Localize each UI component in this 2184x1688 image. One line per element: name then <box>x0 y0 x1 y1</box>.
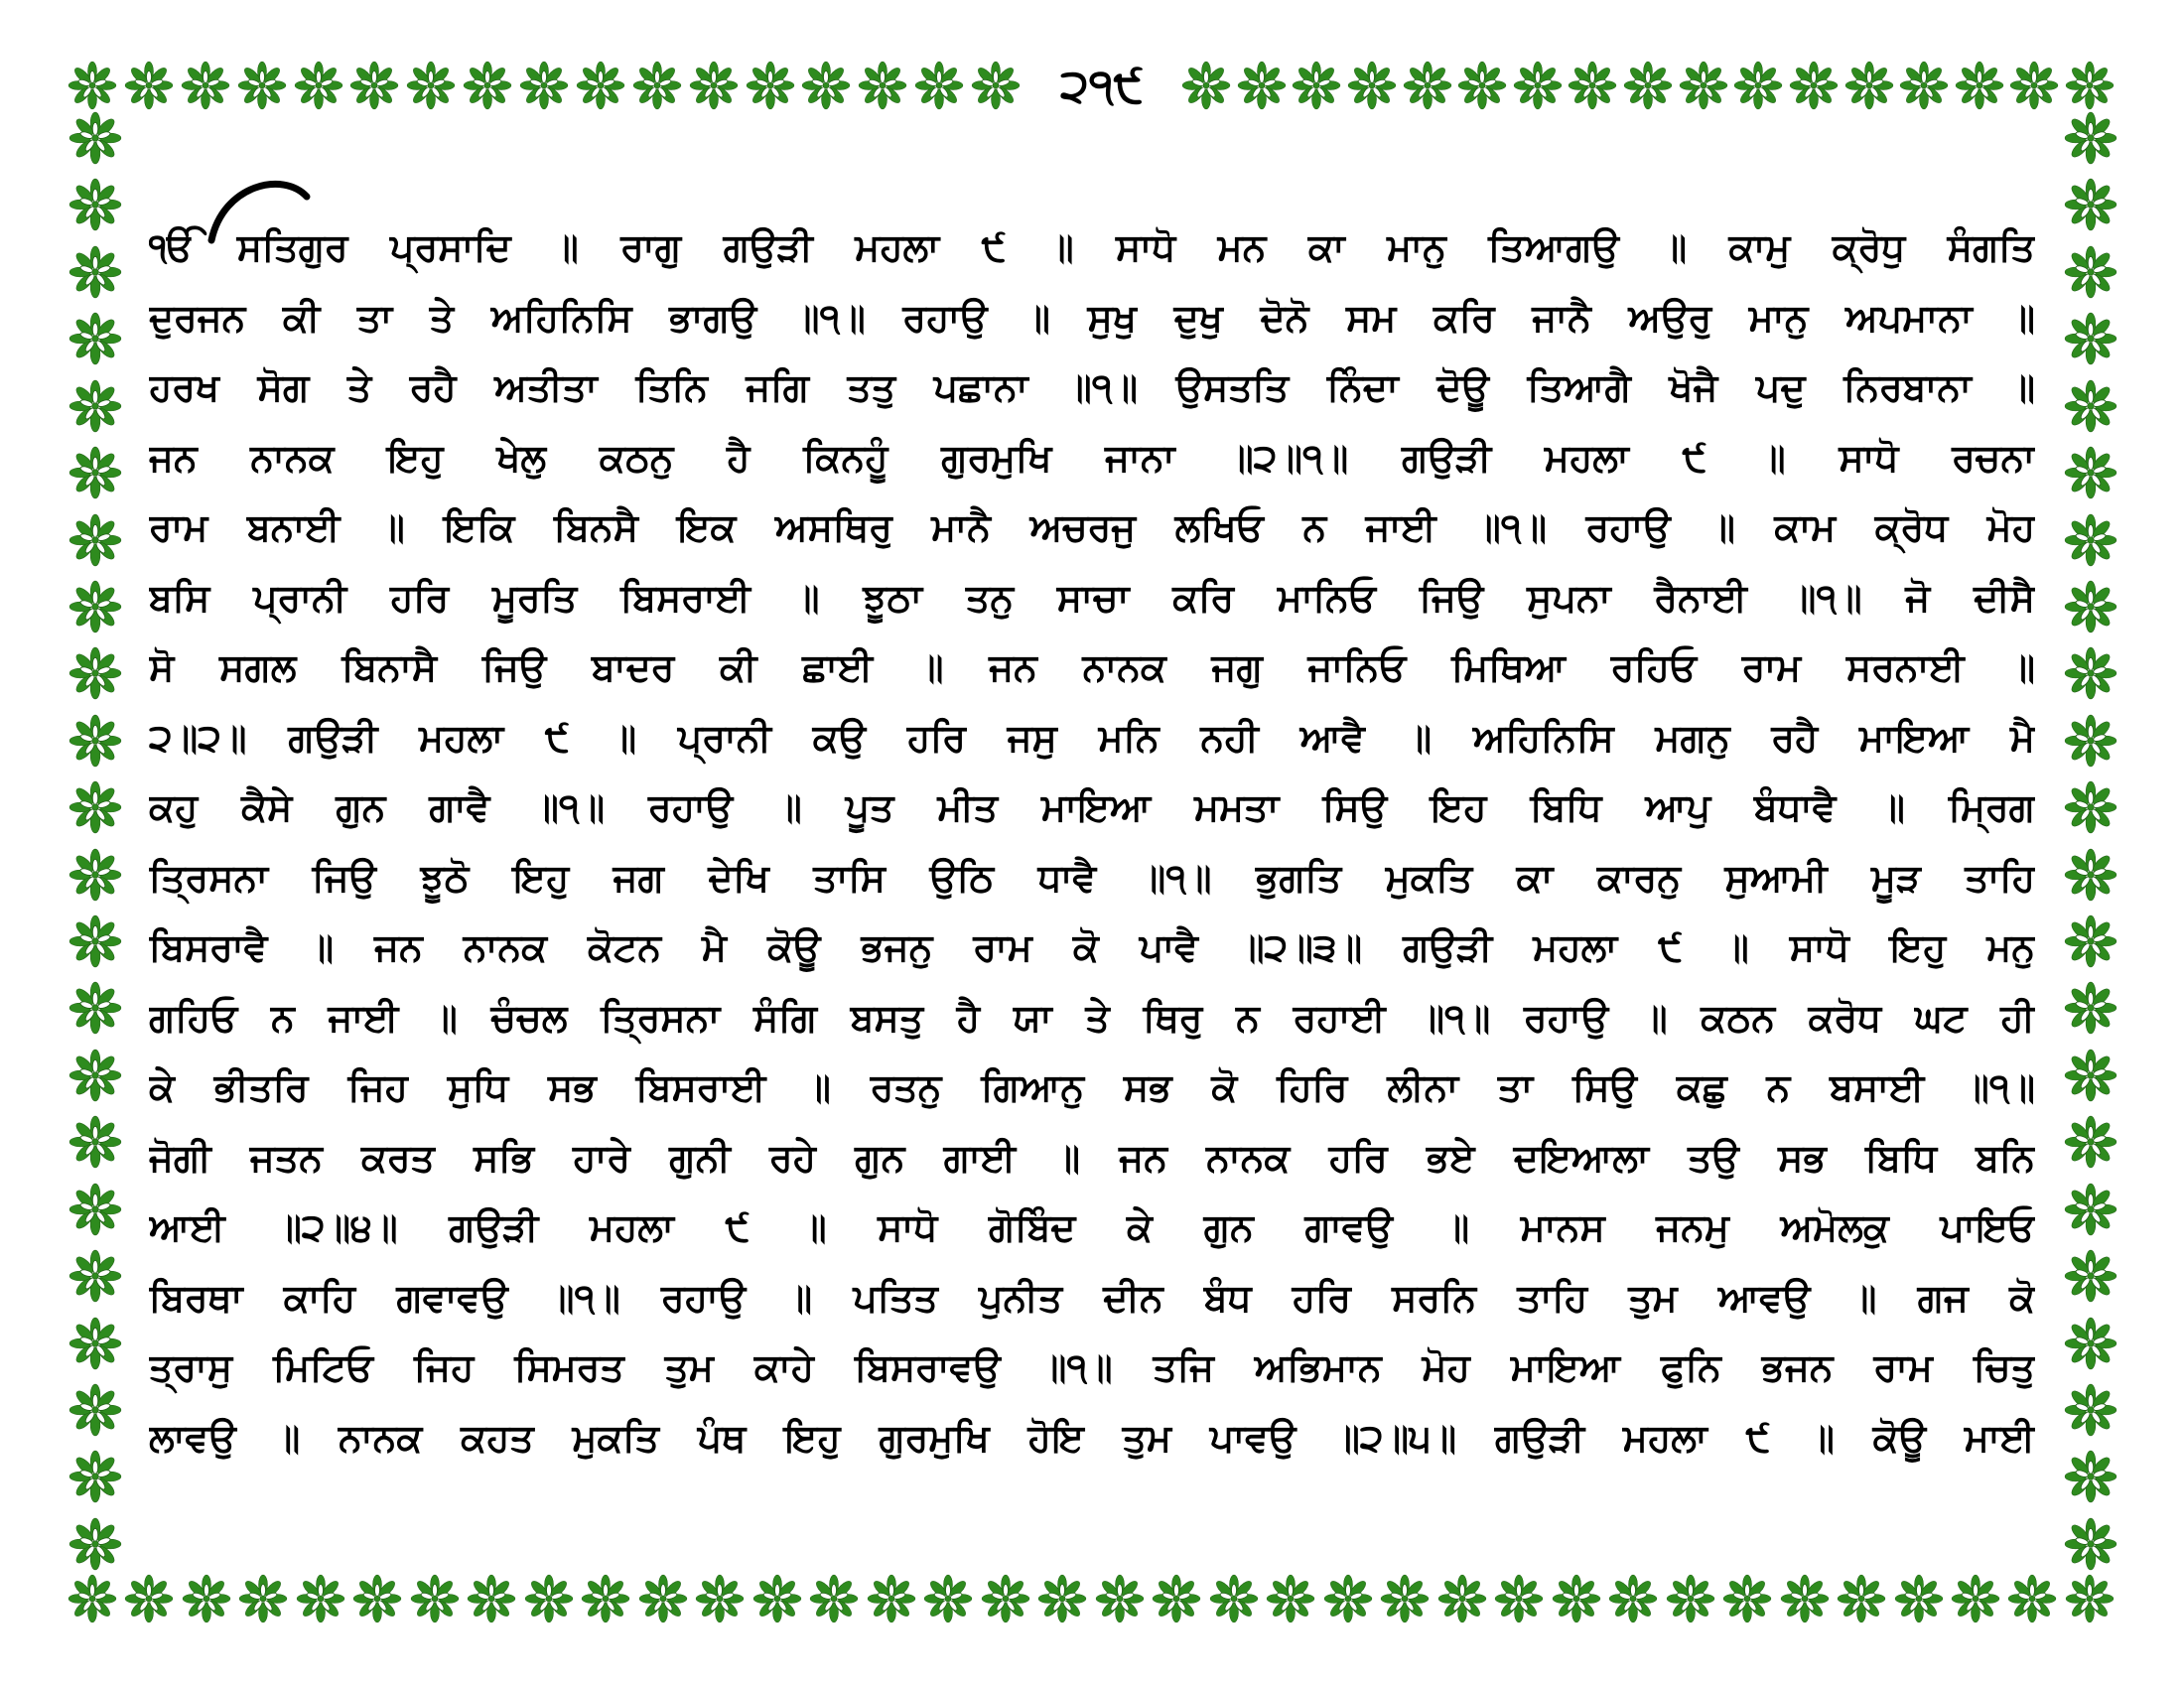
floral-ornament-icon <box>801 61 851 110</box>
floral-ornament-icon <box>2064 379 2117 433</box>
floral-ornament-icon <box>182 1574 231 1623</box>
floral-ornament-icon <box>410 1574 460 1623</box>
floral-ornament-icon <box>2064 914 2117 968</box>
floral-ornament-icon <box>124 61 174 110</box>
floral-ornament-icon <box>68 178 122 231</box>
border-top-right <box>1181 56 2115 115</box>
floral-ornament-icon <box>1181 61 1231 110</box>
floral-ornament-icon <box>1457 61 1507 110</box>
floral-ornament-icon <box>1380 1574 1430 1623</box>
floral-ornament-icon <box>68 513 122 567</box>
floral-ornament-icon <box>1437 1574 1487 1623</box>
floral-ornament-icon <box>1894 1574 1944 1623</box>
floral-ornament-icon <box>1780 1574 1830 1623</box>
text-line: ਤ੍ਰਾਸੁ ਮਿਟਿਓ ਜਿਹ ਸਿਮਰਤ ਤੁਮ ਕਾਹੇ ਬਿਸਰਾਵਉ ॥੧॥ ਤਜਿ ਅਭਿਮਾਨ ਮੋਹ ਮਾਇਆ ਫੁਨਿ ਭਜਨ ਰਾਮ ਚਿਤੁ <box>149 1345 2035 1389</box>
floral-ornament-icon <box>2064 714 2117 768</box>
text-line: ਜੋਗੀ ਜਤਨ ਕਰਤ ਸਭਿ ਹਾਰੇ ਗੁਨੀ ਰਹੇ ਗੁਨ ਗਾਈ ॥ ਜਨ ਨਾਨਕ ਹਰਿ ਭਏ ਦਇਆਲਾ ਤਉ ਸਭ ਬਿਧਿ ਬਨਿ <box>149 1135 2035 1180</box>
floral-ornament-icon <box>294 61 343 110</box>
floral-ornament-icon <box>406 61 456 110</box>
text-line: ਦੁਰਜਨ ਕੀ ਤਾ ਤੇ ਅਹਿਨਿਸਿ ਭਾਗਉ ॥੧॥ ਰਹਾਉ ॥ ਸੁਖੁ ਦੁਖੁ ਦੋਨੋ ਸਮ ਕਰਿ ਜਾਨੈ ਅਉਰੁ ਮਾਨੁ ਅਪਮਾਨਾ ॥ <box>149 295 2035 340</box>
floral-ornament-icon <box>68 1450 122 1503</box>
text-line: ਜਨ ਨਾਨਕ ਇਹੁ ਖੇਲੁ ਕਠਨੁ ਹੈ ਕਿਨਹੂੰ ਗੁਰਮੁਖਿ ਜਾਨਾ ॥੨॥੧॥ ਗਉੜੀ ਮਹਲਾ ੯ ॥ ਸਾਧੋ ਰਚਨਾ <box>149 435 2035 480</box>
floral-ornament-icon <box>1837 1574 1886 1623</box>
floral-ornament-icon <box>68 1249 122 1303</box>
floral-ornament-icon <box>68 1517 122 1571</box>
floral-ornament-icon <box>2064 1517 2117 1571</box>
floral-ornament-icon <box>2065 1574 2115 1623</box>
floral-ornament-icon <box>1552 1574 1601 1623</box>
page-number: ੨੧੯ <box>1060 59 1144 112</box>
floral-ornament-icon <box>68 981 122 1035</box>
floral-ornament-icon <box>1209 1574 1259 1623</box>
floral-ornament-icon <box>68 1317 122 1370</box>
text-line: ਸੋ ਸਗਲ ਬਿਨਾਸੈ ਜਿਉ ਬਾਦਰ ਕੀ ਛਾਈ ॥ ਜਨ ਨਾਨਕ ਜਗੁ ਜਾਨਿਓ ਮਿਥਿਆ ਰਹਿਓ ਰਾਮ ਸਰਨਾਈ ॥ <box>149 645 2035 689</box>
floral-ornament-icon <box>2064 780 2117 834</box>
gurbani-text-block <box>149 214 2035 1545</box>
floral-ornament-icon <box>2064 848 2117 902</box>
floral-ornament-icon <box>296 1574 345 1623</box>
floral-ornament-icon <box>809 1574 859 1623</box>
floral-ornament-icon <box>68 61 117 110</box>
floral-ornament-icon <box>467 1574 516 1623</box>
floral-ornament-icon <box>2064 646 2117 700</box>
floral-ornament-icon <box>1955 61 2004 110</box>
text-line: ਕਹੁ ਕੈਸੇ ਗੁਨ ਗਾਵੈ ॥੧॥ ਰਹਾਉ ॥ ਪੂਤ ਮੀਤ ਮਾਇਆ ਮਮਤਾ ਸਿਉ ਇਹ ਬਿਧਿ ਆਪੁ ਬੰਧਾਵੈ ॥ ਮ੍ਰਿਗ <box>149 785 2035 829</box>
floral-ornament-icon <box>68 646 122 700</box>
floral-ornament-icon <box>519 61 569 110</box>
floral-ornament-icon <box>752 1574 802 1623</box>
floral-ornament-icon <box>2064 1049 2117 1102</box>
floral-ornament-icon <box>238 1574 288 1623</box>
floral-ornament-icon <box>1494 1574 1544 1623</box>
floral-ornament-icon <box>1722 1574 1772 1623</box>
floral-ornament-icon <box>2064 178 2117 231</box>
floral-ornament-icon <box>2064 580 2117 633</box>
text-line: ਰਾਮ ਬਨਾਈ ॥ ਇਕਿ ਬਿਨਸੈ ਇਕ ਅਸਥਿਰੁ ਮਾਨੈ ਅਚਰਜੁ ਲਖਿਓ ਨ ਜਾਈ ॥੧॥ ਰਹਾਉ ॥ ਕਾਮ ਕ੍ਰੋਧ ਮੋਹ <box>149 505 2035 549</box>
text-line: ਲਾਵਉ ॥ ਨਾਨਕ ਕਹਤ ਮੁਕਤਿ ਪੰਥ ਇਹੁ ਗੁਰਮੁਖਿ ਹੋਇ ਤੁਮ ਪਾਵਉ ॥੨॥੫॥ ਗਉੜੀ ਮਹਲਾ ੯ ॥ ਕੋਊ ਮਾਈ <box>149 1415 2035 1460</box>
floral-ornament-icon <box>2064 1450 2117 1503</box>
floral-ornament-icon <box>867 1574 916 1623</box>
floral-ornament-icon <box>237 61 287 110</box>
floral-ornament-icon <box>2065 61 2115 110</box>
floral-ornament-icon <box>2064 111 2117 165</box>
floral-ornament-icon <box>68 1049 122 1102</box>
floral-ornament-icon <box>463 61 512 110</box>
floral-ornament-icon <box>68 1383 122 1437</box>
floral-ornament-icon <box>68 1115 122 1169</box>
floral-ornament-icon <box>1037 1574 1087 1623</box>
floral-ornament-icon <box>68 245 122 299</box>
floral-ornament-icon <box>2064 1249 2117 1303</box>
floral-ornament-icon <box>2064 1183 2117 1236</box>
text-line: ਬਸਿ ਪ੍ਰਾਨੀ ਹਰਿ ਮੂਰਤਿ ਬਿਸਰਾਈ ॥ ਝੂਠਾ ਤਨੁ ਸਾਚਾ ਕਰਿ ਮਾਨਿਓ ਜਿਉ ਸੁਪਨਾ ਰੈਨਾਈ ॥੧॥ ਜੋ ਦੀਸੈ <box>149 575 2035 620</box>
floral-ornament-icon <box>352 1574 402 1623</box>
floral-ornament-icon <box>695 1574 745 1623</box>
floral-ornament-icon <box>1844 61 1894 110</box>
floral-ornament-icon <box>2064 312 2117 365</box>
floral-ornament-icon <box>2064 446 2117 499</box>
text-line: ਤ੍ਰਿਸਨਾ ਜਿਉ ਝੂਠੋ ਇਹੁ ਜਗ ਦੇਖਿ ਤਾਸਿ ਉਠਿ ਧਾਵੈ ॥੧॥ ਭੁਗਤਿ ਮੁਕਤਿ ਕਾ ਕਾਰਨੁ ਸੁਆਮੀ ਮੂੜ ਤਾਹਿ <box>149 855 2035 900</box>
floral-ornament-icon <box>1733 61 1783 110</box>
border-top-left <box>68 56 1021 115</box>
text-line: ਕੇ ਭੀਤਰਿ ਜਿਹ ਸੁਧਿ ਸਭ ਬਿਸਰਾਈ ॥ ਰਤਨੁ ਗਿਆਨੁ ਸਭ ਕੋ ਹਿਰਿ ਲੀਨਾ ਤਾ ਸਿਉ ਕਛੁ ਨ ਬਸਾਈ ॥੧॥ <box>149 1065 2035 1109</box>
floral-ornament-icon <box>1513 61 1563 110</box>
floral-ornament-icon <box>689 61 739 110</box>
floral-ornament-icon <box>68 111 122 165</box>
floral-ornament-icon <box>2064 981 2117 1035</box>
floral-ornament-icon <box>1789 61 1839 110</box>
floral-ornament-icon <box>68 780 122 834</box>
floral-ornament-icon <box>581 1574 630 1623</box>
floral-ornament-icon <box>1152 1574 1201 1623</box>
floral-ornament-icon <box>858 61 907 110</box>
floral-ornament-icon <box>2064 1383 2117 1437</box>
text-line: ਗਹਿਓ ਨ ਜਾਈ ॥ ਚੰਚਲ ਤ੍ਰਿਸਨਾ ਸੰਗਿ ਬਸਤੁ ਹੈ ਯਾ ਤੇ ਥਿਰੁ ਨ ਰਹਾਈ ॥੧॥ ਰਹਾਉ ॥ ਕਠਨ ਕਰੋਧ ਘਟ ਹੀ <box>149 995 2035 1040</box>
floral-ornament-icon <box>68 914 122 968</box>
floral-ornament-icon <box>1568 61 1617 110</box>
floral-ornament-icon <box>638 1574 688 1623</box>
floral-ornament-icon <box>68 580 122 633</box>
floral-ornament-icon <box>1899 61 1949 110</box>
floral-ornament-icon <box>1266 1574 1315 1623</box>
floral-ornament-icon <box>2064 513 2117 567</box>
floral-ornament-icon <box>124 1574 174 1623</box>
floral-ornament-icon <box>2007 1574 2057 1623</box>
floral-ornament-icon <box>1679 61 1728 110</box>
floral-ornament-icon <box>1347 61 1397 110</box>
floral-ornament-icon <box>68 379 122 433</box>
floral-ornament-icon <box>524 1574 574 1623</box>
floral-ornament-icon <box>923 1574 973 1623</box>
text-line: ਬਿਸਰਾਵੈ ॥ ਜਨ ਨਾਨਕ ਕੋਟਨ ਮੈ ਕੋਊ ਭਜਨੁ ਰਾਮ ਕੋ ਪਾਵੈ ॥੨॥੩॥ ਗਉੜੀ ਮਹਲਾ ੯ ॥ ਸਾਧੋ ਇਹੁ ਮਨੁ <box>149 925 2035 969</box>
floral-ornament-icon <box>68 446 122 499</box>
floral-ornament-icon <box>746 61 795 110</box>
floral-ornament-icon <box>1403 61 1452 110</box>
floral-ornament-icon <box>1666 1574 1715 1623</box>
floral-ornament-icon <box>1323 1574 1373 1623</box>
floral-ornament-icon <box>349 61 399 110</box>
floral-ornament-icon <box>971 61 1021 110</box>
floral-ornament-icon <box>1608 1574 1658 1623</box>
floral-ornament-icon <box>2064 245 2117 299</box>
floral-ornament-icon <box>2064 1115 2117 1169</box>
floral-ornament-icon <box>914 61 964 110</box>
floral-ornament-icon <box>68 1183 122 1236</box>
text-line: ਆਈ ॥੨॥੪॥ ਗਉੜੀ ਮਹਲਾ ੯ ॥ ਸਾਧੋ ਗੋਬਿੰਦ ਕੇ ਗੁਨ ਗਾਵਉ ॥ ਮਾਨਸ ਜਨਮੁ ਅਮੋਲਕੁ ਪਾਇਓ <box>149 1205 2035 1249</box>
floral-ornament-icon <box>68 312 122 365</box>
floral-ornament-icon <box>1951 1574 2000 1623</box>
text-line: ੨॥੨॥ ਗਉੜੀ ਮਹਲਾ ੯ ॥ ਪ੍ਰਾਨੀ ਕਉ ਹਰਿ ਜਸੁ ਮਨਿ ਨਹੀ ਆਵੈ ॥ ਅਹਿਨਿਸਿ ਮਗਨੁ ਰਹੈ ਮਾਇਆ ਮੈ <box>149 715 2035 760</box>
text-line: ਹਰਖ ਸੋਗ ਤੇ ਰਹੈ ਅਤੀਤਾ ਤਿਨਿ ਜਗਿ ਤਤੁ ਪਛਾਨਾ ॥੧॥ ਉਸਤਤਿ ਨਿੰਦਾ ਦੋਊ ਤਿਆਗੈ ਖੋਜੈ ਪਦੁ ਨਿਰਬਾਨਾ ॥ <box>149 365 2035 409</box>
floral-ornament-icon <box>1623 61 1673 110</box>
floral-ornament-icon <box>632 61 682 110</box>
floral-ornament-icon <box>1237 61 1287 110</box>
border-left <box>66 111 125 1571</box>
border-bottom <box>68 1569 2115 1628</box>
floral-ornament-icon <box>2064 1317 2117 1370</box>
text-line: ਬਿਰਥਾ ਕਾਹਿ ਗਵਾਵਉ ॥੧॥ ਰਹਾਉ ॥ ਪਤਿਤ ਪੁਨੀਤ ਦੀਨ ਬੰਧ ਹਰਿ ਸਰਨਿ ਤਾਹਿ ਤੁਮ ਆਵਉ ॥ ਗਜ ਕੋ <box>149 1275 2035 1320</box>
floral-ornament-icon <box>576 61 625 110</box>
floral-ornament-icon <box>68 848 122 902</box>
text-line: ੴ ਸਤਿਗੁਰ ਪ੍ਰਸਾਦਿ ॥ ਰਾਗੁ ਗਉੜੀ ਮਹਲਾ ੯ ॥ ਸਾਧੋ ਮਨ ਕਾ ਮਾਨੁ ਤਿਆਗਉ ॥ ਕਾਮੁ ਕ੍ਰੋਧੁ ਸੰਗਤਿ <box>149 225 2035 269</box>
floral-ornament-icon <box>181 61 230 110</box>
border-right <box>2061 111 2120 1571</box>
floral-ornament-icon <box>981 1574 1030 1623</box>
floral-ornament-icon <box>68 1574 117 1623</box>
floral-ornament-icon <box>68 714 122 768</box>
floral-ornament-icon <box>1095 1574 1145 1623</box>
floral-ornament-icon <box>2009 61 2059 110</box>
floral-ornament-icon <box>1292 61 1341 110</box>
